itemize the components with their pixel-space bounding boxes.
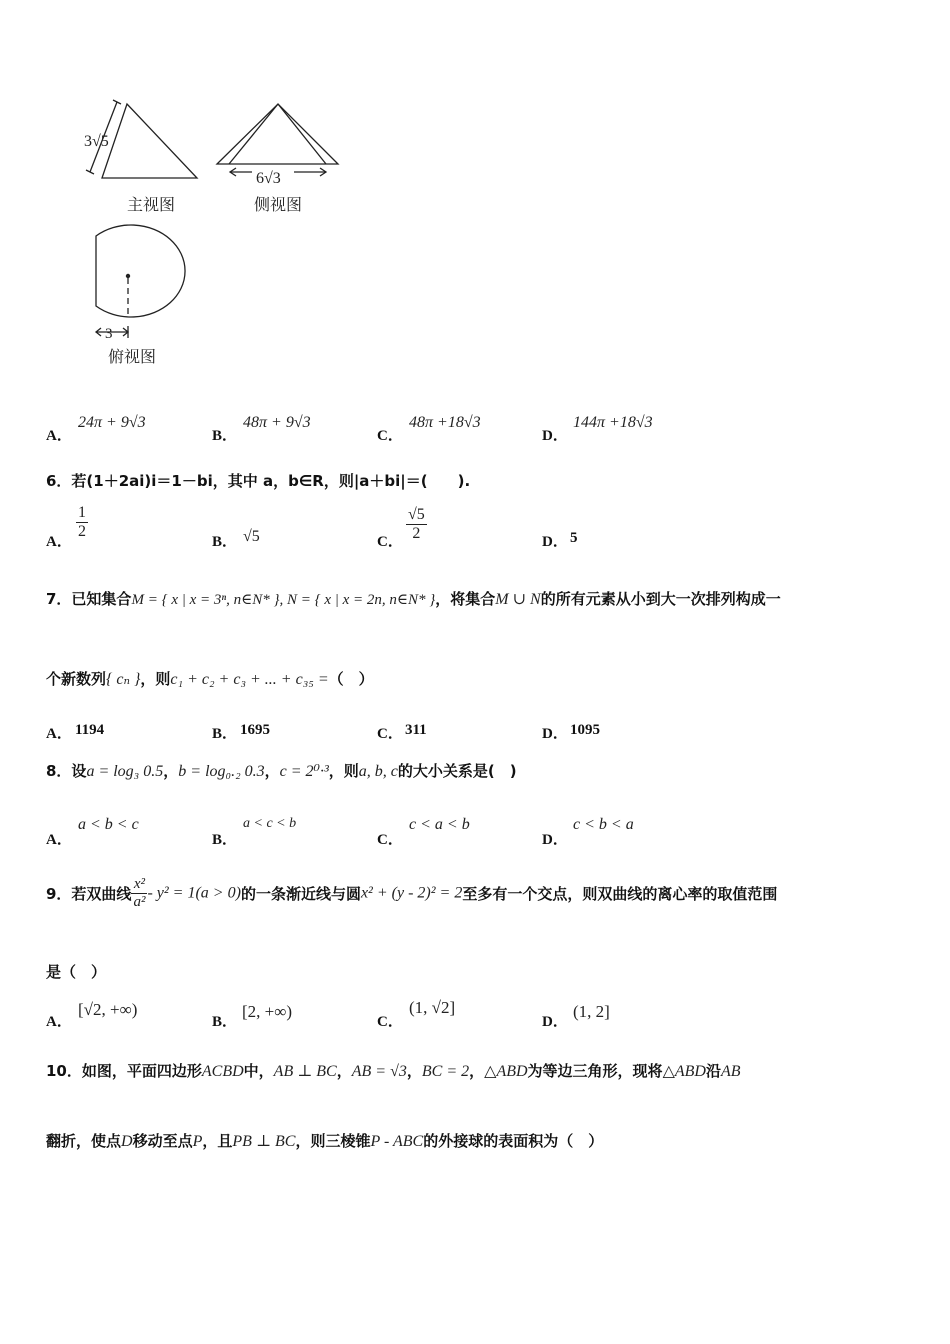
q10-sep1: ， xyxy=(336,1062,352,1080)
q7-set-n: , N = { x | x = 2n, n∈N* } xyxy=(279,592,436,608)
q5-option-a-letter: A． xyxy=(46,428,72,444)
q9-hyperbola-fraction xyxy=(131,876,147,911)
q6-option-b: √5 xyxy=(243,528,260,545)
q7-stem-d: 个新数列 xyxy=(46,670,107,688)
q8-stem-a: 8．设 xyxy=(46,762,87,780)
q9-stem-b: 的一条渐近线与圆 xyxy=(240,885,361,903)
q6-option-c-den: 2 xyxy=(412,525,421,542)
q8-sep2: ， xyxy=(264,762,280,780)
q6-option-d-letter: D． xyxy=(542,534,568,550)
q5-option-d-letter: D． xyxy=(542,428,568,444)
q6-option-a-den: 2 xyxy=(78,523,86,540)
q10-stem-line2 xyxy=(46,1130,603,1151)
q10-stem-line1 xyxy=(46,1060,741,1081)
q9-stem-a: 9．若双曲线 xyxy=(46,885,132,903)
q5-option-d: 144π +18√3 xyxy=(573,414,653,431)
q7-stem-line1 xyxy=(46,588,781,609)
q7-sequence: { cₙ } xyxy=(106,671,141,688)
q9-option-a-letter: A． xyxy=(46,1014,72,1030)
q8-stem xyxy=(46,760,517,781)
q5-option-a: 24π + 9√3 xyxy=(78,414,146,431)
q7-option-c-letter: C． xyxy=(377,726,403,742)
q9-option-b: [2, +∞) xyxy=(242,1002,293,1021)
side-view-caption: 侧视图 xyxy=(254,195,303,214)
q8-stem-c: 的大小关系是( ) xyxy=(397,762,517,780)
q10-ab: AB = √3 xyxy=(351,1063,407,1080)
front-dim-label: 3√5 xyxy=(84,133,109,150)
q7-option-d: 1095 xyxy=(570,722,600,738)
q9-circle: x² + (y - 2)² = 2 xyxy=(360,884,463,902)
q6-option-c-letter: C． xyxy=(377,534,403,550)
q9-option-c-letter: C． xyxy=(377,1014,403,1030)
q8-option-d-letter: D． xyxy=(542,832,568,848)
q10-pyramid: P - ABC xyxy=(370,1133,424,1150)
q7-stem-line2 xyxy=(46,668,374,689)
q9-hyp-den: a² xyxy=(133,894,146,910)
q6-option-a-fraction xyxy=(76,504,88,541)
q9-stem-c: 至多有一个交点，则双曲线的离心率的取值范围 xyxy=(462,885,778,903)
q9-option-c: (1, √2] xyxy=(409,998,456,1017)
q10-perp1: AB ⊥ BC xyxy=(273,1063,337,1080)
q6-option-d: 5 xyxy=(570,530,578,546)
q7-option-b: 1695 xyxy=(240,722,270,738)
top-view-center-dot xyxy=(126,274,130,278)
q8-stem-b: ，则 xyxy=(328,762,359,780)
q5-option-c: 48π +18√3 xyxy=(409,414,481,431)
q10-stem-g: ，且 xyxy=(202,1132,233,1150)
q10-sep2: ， xyxy=(406,1062,422,1080)
q10-stem-f: 移动至点 xyxy=(132,1132,193,1150)
q9-option-a: [√2, +∞) xyxy=(78,1000,138,1019)
q9-option-d: (1, 2] xyxy=(573,1002,610,1021)
q9-stem-line1 xyxy=(46,876,777,911)
q7-stem-b: ，将集合 xyxy=(435,590,496,608)
q8-vars: a, b, c xyxy=(358,763,398,780)
q9-hyp-rest: - y² = 1(a > 0) xyxy=(147,884,241,902)
q10-stem-d: 沿 xyxy=(705,1062,721,1080)
q10-stem-c: 为等边三角形，现将 xyxy=(527,1062,663,1080)
top-view-caption: 俯视图 xyxy=(108,347,157,366)
q7-stem-e: ，则 xyxy=(140,670,171,688)
q6-option-c-fraction xyxy=(406,506,427,543)
q8-option-a-letter: A． xyxy=(46,832,72,848)
top-view xyxy=(96,225,185,338)
q7-sum: c₁ + c₂ + c₃ + ... + c₃₅ = xyxy=(170,671,329,688)
q9-stem-d: 是（ ） xyxy=(46,963,107,981)
q7-option-a: 1194 xyxy=(75,722,105,738)
q9-hyp-num: x² xyxy=(131,876,147,894)
q7-stem-a: 7．已知集合 xyxy=(46,590,132,608)
side-view xyxy=(217,104,338,176)
q5-option-b-letter: B． xyxy=(212,428,238,444)
q10-pt-p: P xyxy=(192,1133,203,1150)
q6-option-a-letter: A． xyxy=(46,534,72,550)
q7-union: M ∪ N xyxy=(495,591,541,608)
top-dim-label: 3 xyxy=(105,326,113,342)
q6-option-b-letter: B． xyxy=(212,534,238,550)
front-view-caption: 主视图 xyxy=(127,195,176,214)
q10-perp2: PB ⊥ BC xyxy=(232,1133,296,1150)
q10-quad: ACBD xyxy=(201,1063,244,1080)
q8-option-c: c < a < b xyxy=(409,816,470,833)
q10-stem-e: 翻折，使点 xyxy=(46,1132,122,1150)
q8-option-c-letter: C． xyxy=(377,832,403,848)
q8-option-d: c < b < a xyxy=(573,816,634,833)
q10-pt-d: D xyxy=(121,1133,133,1150)
q7-option-d-letter: D． xyxy=(542,726,568,742)
q8-b-expr: b = log₀.₂ 0.3 xyxy=(178,763,265,780)
q10-tri2: △ABD xyxy=(662,1063,706,1080)
q5-option-c-letter: C． xyxy=(377,428,403,444)
q6-option-c-num: √5 xyxy=(408,506,425,523)
q5-option-b: 48π + 9√3 xyxy=(243,414,311,431)
q7-option-b-letter: B． xyxy=(212,726,238,742)
q8-c-expr: c = 2⁰·³ xyxy=(279,763,329,780)
q9-option-d-letter: D． xyxy=(542,1014,568,1030)
q10-stem-b: 中， xyxy=(243,1062,274,1080)
q10-tri1: △ABD xyxy=(484,1063,528,1080)
q10-sep3: ， xyxy=(469,1062,485,1080)
q7-option-a-letter: A． xyxy=(46,726,72,742)
q10-stem-h: ，则三棱锥 xyxy=(295,1132,371,1150)
q7-stem-f: （ ） xyxy=(328,670,374,688)
q8-sep1: ， xyxy=(163,762,179,780)
q10-stem-a: 10．如图，平面四边形 xyxy=(46,1062,202,1080)
three-view-figure xyxy=(0,0,360,380)
q10-bc: BC = 2 xyxy=(421,1063,470,1080)
q9-option-b-letter: B． xyxy=(212,1014,238,1030)
side-dim-label: 6√3 xyxy=(256,170,281,187)
q8-option-b: a < c < b xyxy=(243,816,297,831)
q8-option-a: a < b < c xyxy=(78,816,139,833)
q10-stem-i: 的外接球的表面积为（ ） xyxy=(423,1132,604,1150)
q7-set-m: M = { x | x = 3ⁿ, n∈N* } xyxy=(131,592,280,608)
q6-option-a-num: 1 xyxy=(78,504,86,521)
q10-edge: AB xyxy=(720,1063,741,1080)
q7-option-c: 311 xyxy=(405,722,427,738)
q8-option-b-letter: B． xyxy=(212,832,238,848)
q6-stem: 6．若(1＋2ai)i＝1－bi，其中 a，b∈R，则|a＋bi|＝( ). xyxy=(46,472,471,490)
q8-a-expr: a = log₃ 0.5 xyxy=(86,763,164,780)
q7-stem-c: 的所有元素从小到大一次排列构成一 xyxy=(540,590,781,608)
